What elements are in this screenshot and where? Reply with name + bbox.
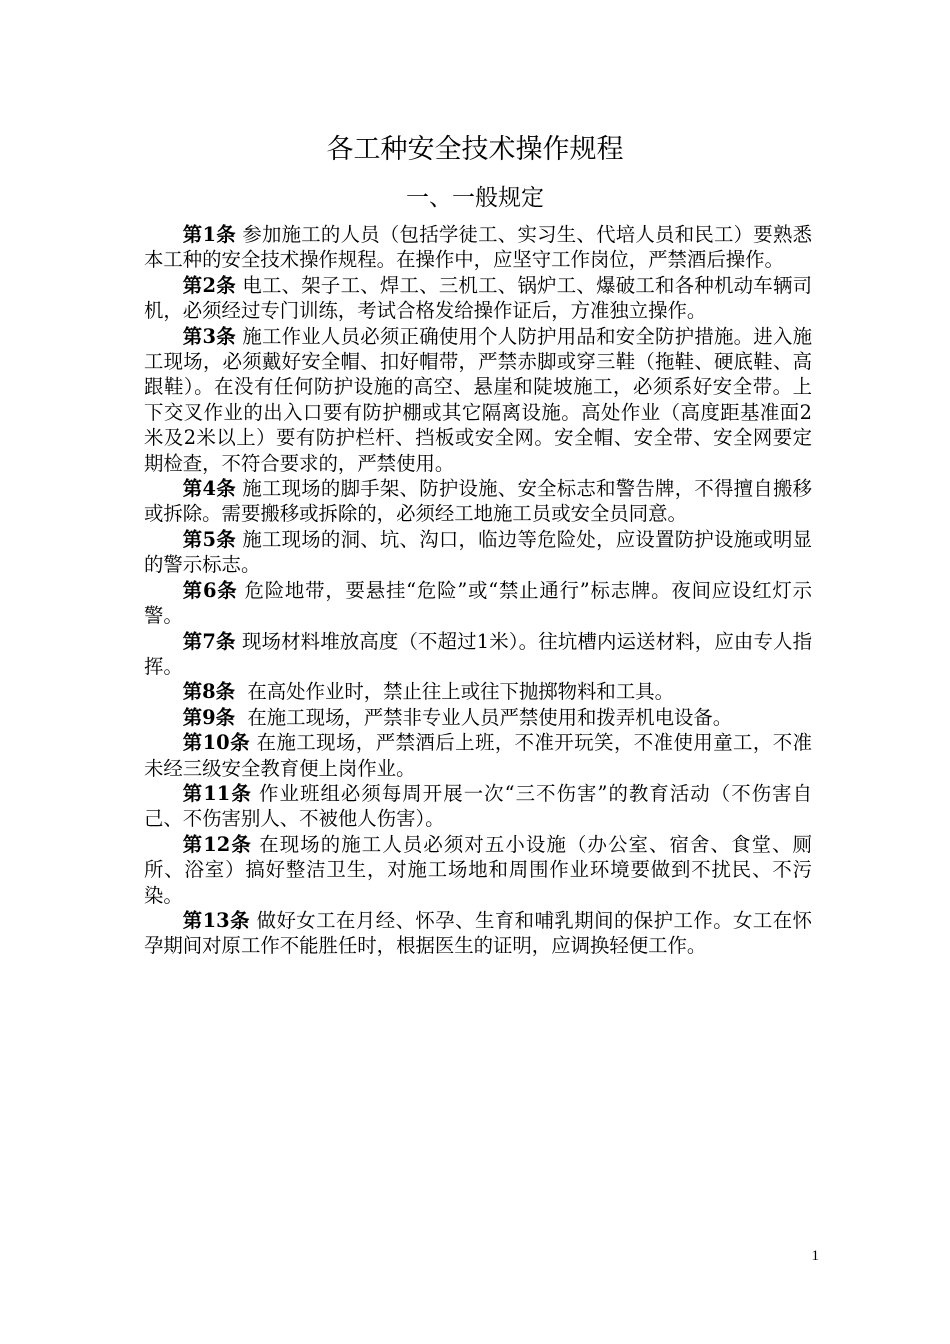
article-text: 在现场的施工人员必须对五小设施（办公室、宿舍、食堂、厕所、浴室）搞好整洁卫生，对施工场地和周围作业环境要做到不扰民、不污染。	[144, 832, 813, 907]
article-13	[144, 908, 812, 959]
article-text: 电工、架子工、焊工、三机工、锅炉工、爆破工和各种机动车辆司机，必须经过专门训练，考试合格发给操作证后，方准独立操作。	[144, 273, 813, 323]
section-title: 一、一般规定	[406, 185, 544, 211]
article-text: 施工现场的洞、坑、沟口，临边等危险处，应设置防护设施或明显的警示标志。	[144, 527, 813, 577]
article-text: 现场材料堆放高度（不超过1米）。往坑槽内运送材料，应由专人指挥。	[144, 629, 812, 678]
article-3	[144, 324, 812, 476]
article-9	[144, 705, 812, 730]
article-11	[144, 781, 812, 832]
article-number: 第6条	[182, 578, 238, 602]
article-number: 第2条	[182, 273, 236, 297]
article-text: 在高处作业时，禁止往上或往下抛掷物料和工具。	[247, 680, 674, 704]
article-text: 在施工现场，严禁酒后上班，不准开玩笑，不准使用童工，不准未经三级安全教育便上岗作业。	[144, 731, 813, 780]
article-number: 第3条	[182, 324, 236, 348]
page-number: 1	[811, 1248, 819, 1264]
article-number: 第7条	[182, 629, 236, 653]
article-number: 第8条	[182, 680, 236, 704]
article-1	[144, 222, 812, 273]
article-number: 第10条	[182, 731, 250, 755]
article-number: 第12条	[182, 832, 252, 856]
article-text: 施工现场的脚手架、防护设施、安全标志和警告牌，不得擅自搬移或拆除。需要搬移或拆除的，必须经工地施工员或安全员同意。	[144, 477, 813, 526]
article-4	[144, 476, 812, 527]
article-8	[144, 679, 812, 704]
article-5	[144, 527, 812, 578]
article-number: 第11条	[182, 781, 252, 805]
article-number: 第1条	[182, 223, 236, 246]
article-text: 施工作业人员必须正确使用个人防护用品和安全防护措施。进入施工现场，必须戴好安全帽、扣好帽带，严禁赤脚或穿三鞋（拖鞋、硬底鞋、高跟鞋）。在没有任何防护设施的高空、悬崖和陡坡施工，必须系好安全带。上下交叉作业的出入口要有防护棚或其它隔离设施。高处作业（高度距基准面2米及2米以上）要有防护栏杆、挡板或安全网。安全帽、安全带、安全网要定期检查，不符合要求的，严禁使用。	[144, 324, 813, 475]
document-title: 各工种安全技术操作规程	[326, 134, 624, 165]
article-number: 第5条	[182, 527, 236, 551]
article-number: 第4条	[182, 477, 236, 501]
article-text: 做好女工在月经、怀孕、生育和哺乳期间的保护工作。女工在怀孕期间对原工作不能胜任时，根据医生的证明，应调换轻便工作。	[144, 908, 813, 958]
document-body	[144, 222, 812, 959]
article-10	[144, 730, 812, 781]
article-text: 危险地带，要悬挂“危险”或“禁止通行”标志牌。夜间应设红灯示警。	[144, 578, 812, 628]
article-text: 作业班组必须每周开展一次“三不伤害”的教育活动（不伤害自己、不伤害别人、不被他人伤害）。	[144, 781, 813, 831]
article-text: 在施工现场，严禁非专业人员严禁使用和拨弄机电设备。	[247, 705, 733, 729]
article-12	[144, 832, 812, 908]
article-6	[144, 578, 812, 629]
article-number: 第13条	[182, 908, 250, 932]
article-7	[144, 629, 812, 680]
article-text: 参加施工的人员（包括学徒工、实习生、代培人员和民工）要熟悉本工种的安全技术操作规程。在操作中，应坚守工作岗位，严禁酒后操作。	[144, 223, 813, 272]
article-2	[144, 273, 812, 324]
article-number: 第9条	[182, 705, 236, 729]
